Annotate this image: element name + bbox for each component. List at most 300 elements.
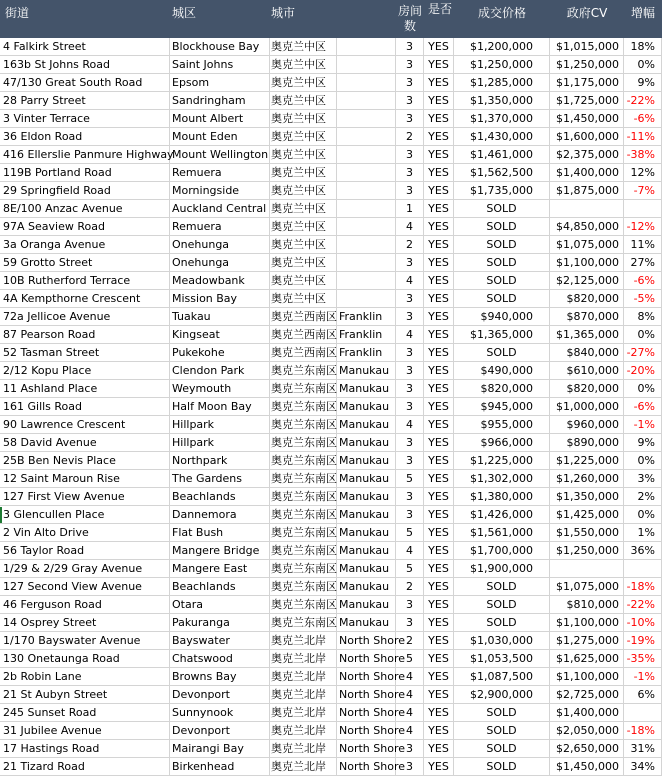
cell-region[interactable]: North Shore bbox=[337, 632, 396, 650]
table-row[interactable] bbox=[0, 92, 662, 110]
cell-bedrooms[interactable]: 3 bbox=[396, 596, 424, 614]
cell-government-cv[interactable] bbox=[550, 200, 624, 218]
cell-bedrooms[interactable]: 3 bbox=[396, 56, 424, 74]
header-suburb[interactable]: 城区 bbox=[172, 6, 197, 20]
cell-increase[interactable]: 31% bbox=[624, 740, 662, 758]
cell-status[interactable]: YES bbox=[424, 56, 454, 74]
cell-sale-price[interactable]: $1,350,000 bbox=[454, 92, 550, 110]
cell-city[interactable]: 奥克兰中区 bbox=[270, 164, 337, 182]
cell-sale-price[interactable]: $1,562,500 bbox=[454, 164, 550, 182]
cell-street[interactable]: 72a Jellicoe Avenue bbox=[0, 308, 170, 326]
cell-increase[interactable]: 0% bbox=[624, 326, 662, 344]
cell-sale-price[interactable]: $945,000 bbox=[454, 398, 550, 416]
cell-street[interactable]: 1/170 Bayswater Avenue bbox=[0, 632, 170, 650]
cell-suburb[interactable]: Kingseat bbox=[170, 326, 270, 344]
cell-status[interactable]: YES bbox=[424, 74, 454, 92]
cell-street[interactable]: 11 Ashland Place bbox=[0, 380, 170, 398]
cell-sale-price[interactable]: $940,000 bbox=[454, 308, 550, 326]
cell-street[interactable]: 4 Falkirk Street bbox=[0, 38, 170, 56]
cell-city[interactable]: 奥克兰北岸 bbox=[270, 650, 337, 668]
table-row[interactable] bbox=[0, 110, 662, 128]
cell-city[interactable]: 奥克兰中区 bbox=[270, 56, 337, 74]
cell-city[interactable]: 奥克兰北岸 bbox=[270, 740, 337, 758]
cell-street[interactable]: 36 Eldon Road bbox=[0, 128, 170, 146]
cell-increase[interactable]: 9% bbox=[624, 434, 662, 452]
table-row[interactable] bbox=[0, 650, 662, 668]
cell-increase[interactable]: -1% bbox=[624, 416, 662, 434]
cell-sale-price[interactable]: SOLD bbox=[454, 218, 550, 236]
cell-sale-price[interactable]: $966,000 bbox=[454, 434, 550, 452]
cell-status[interactable]: YES bbox=[424, 164, 454, 182]
cell-city[interactable]: 奥克兰东南区 bbox=[270, 488, 337, 506]
cell-government-cv[interactable]: $610,000 bbox=[550, 362, 624, 380]
cell-region[interactable] bbox=[337, 236, 396, 254]
cell-city[interactable]: 奥克兰东南区 bbox=[270, 362, 337, 380]
cell-status[interactable]: YES bbox=[424, 740, 454, 758]
cell-increase[interactable]: 9% bbox=[624, 74, 662, 92]
cell-region[interactable] bbox=[337, 182, 396, 200]
cell-status[interactable]: YES bbox=[424, 650, 454, 668]
cell-bedrooms[interactable]: 3 bbox=[396, 344, 424, 362]
cell-street[interactable]: 2/12 Kopu Place bbox=[0, 362, 170, 380]
cell-increase[interactable]: 18% bbox=[624, 38, 662, 56]
table-row[interactable] bbox=[0, 272, 662, 290]
cell-government-cv[interactable]: $1,100,000 bbox=[550, 614, 624, 632]
cell-bedrooms[interactable]: 4 bbox=[396, 704, 424, 722]
cell-status[interactable]: YES bbox=[424, 128, 454, 146]
cell-region[interactable]: Manukau bbox=[337, 434, 396, 452]
cell-city[interactable]: 奥克兰中区 bbox=[270, 218, 337, 236]
cell-sale-price[interactable]: SOLD bbox=[454, 704, 550, 722]
cell-government-cv[interactable]: $810,000 bbox=[550, 596, 624, 614]
cell-suburb[interactable]: Dannemora bbox=[170, 506, 270, 524]
cell-suburb[interactable]: Devonport bbox=[170, 686, 270, 704]
cell-street[interactable]: 21 Tizard Road bbox=[0, 758, 170, 776]
cell-government-cv[interactable]: $4,850,000 bbox=[550, 218, 624, 236]
cell-government-cv[interactable]: $1,250,000 bbox=[550, 542, 624, 560]
cell-region[interactable]: Manukau bbox=[337, 596, 396, 614]
cell-increase[interactable]: 11% bbox=[624, 236, 662, 254]
cell-city[interactable]: 奥克兰东南区 bbox=[270, 542, 337, 560]
cell-city[interactable]: 奥克兰东南区 bbox=[270, 416, 337, 434]
table-row[interactable] bbox=[0, 380, 662, 398]
cell-increase[interactable]: -27% bbox=[624, 344, 662, 362]
cell-increase[interactable]: 27% bbox=[624, 254, 662, 272]
cell-suburb[interactable]: Meadowbank bbox=[170, 272, 270, 290]
cell-increase[interactable]: -1% bbox=[624, 668, 662, 686]
table-row[interactable] bbox=[0, 740, 662, 758]
header-sale-price[interactable]: 成交价格 bbox=[477, 6, 526, 20]
cell-increase[interactable]: 2% bbox=[624, 488, 662, 506]
cell-status[interactable]: YES bbox=[424, 506, 454, 524]
cell-region[interactable]: Manukau bbox=[337, 362, 396, 380]
cell-region[interactable]: North Shore bbox=[337, 758, 396, 776]
cell-sale-price[interactable]: $2,900,000 bbox=[454, 686, 550, 704]
cell-government-cv[interactable]: $820,000 bbox=[550, 380, 624, 398]
table-row[interactable] bbox=[0, 578, 662, 596]
cell-bedrooms[interactable]: 5 bbox=[396, 470, 424, 488]
cell-increase[interactable]: 0% bbox=[624, 56, 662, 74]
cell-sale-price[interactable]: $1,250,000 bbox=[454, 56, 550, 74]
cell-status[interactable]: YES bbox=[424, 524, 454, 542]
cell-street[interactable]: 3 Vinter Terrace bbox=[0, 110, 170, 128]
table-row[interactable] bbox=[0, 128, 662, 146]
cell-city[interactable]: 奥克兰中区 bbox=[270, 146, 337, 164]
cell-city[interactable]: 奥克兰西南区 bbox=[270, 308, 337, 326]
cell-street[interactable]: 17 Hastings Road bbox=[0, 740, 170, 758]
cell-government-cv[interactable]: $2,125,000 bbox=[550, 272, 624, 290]
cell-sale-price[interactable]: SOLD bbox=[454, 290, 550, 308]
table-row[interactable] bbox=[0, 182, 662, 200]
table-row[interactable] bbox=[0, 542, 662, 560]
cell-increase[interactable]: 0% bbox=[624, 380, 662, 398]
cell-sale-price[interactable]: SOLD bbox=[454, 200, 550, 218]
cell-increase[interactable]: 1% bbox=[624, 524, 662, 542]
cell-suburb[interactable]: Mangere Bridge bbox=[170, 542, 270, 560]
cell-region[interactable]: North Shore bbox=[337, 668, 396, 686]
table-row[interactable] bbox=[0, 164, 662, 182]
cell-bedrooms[interactable]: 3 bbox=[396, 398, 424, 416]
cell-city[interactable]: 奥克兰北岸 bbox=[270, 758, 337, 776]
cell-bedrooms[interactable]: 2 bbox=[396, 632, 424, 650]
cell-region[interactable] bbox=[337, 290, 396, 308]
cell-street[interactable]: 12 Saint Maroun Rise bbox=[0, 470, 170, 488]
table-row[interactable] bbox=[0, 524, 662, 542]
cell-city[interactable]: 奥克兰东南区 bbox=[270, 560, 337, 578]
cell-street[interactable]: 56 Taylor Road bbox=[0, 542, 170, 560]
cell-suburb[interactable]: Auckland Central bbox=[170, 200, 270, 218]
cell-government-cv[interactable]: $1,000,000 bbox=[550, 398, 624, 416]
cell-government-cv[interactable]: $2,650,000 bbox=[550, 740, 624, 758]
cell-status[interactable]: YES bbox=[424, 434, 454, 452]
header-street[interactable]: 街道 bbox=[5, 6, 30, 20]
cell-status[interactable]: YES bbox=[424, 290, 454, 308]
table-row[interactable] bbox=[0, 362, 662, 380]
cell-region[interactable]: Manukau bbox=[337, 416, 396, 434]
cell-street[interactable]: 127 First View Avenue bbox=[0, 488, 170, 506]
cell-status[interactable]: YES bbox=[424, 416, 454, 434]
cell-bedrooms[interactable]: 4 bbox=[396, 542, 424, 560]
cell-street[interactable]: 28 Parry Street bbox=[0, 92, 170, 110]
table-row[interactable] bbox=[0, 506, 662, 524]
cell-status[interactable]: YES bbox=[424, 200, 454, 218]
cell-suburb[interactable]: Mangere East bbox=[170, 560, 270, 578]
cell-city[interactable]: 奥克兰东南区 bbox=[270, 524, 337, 542]
cell-street[interactable]: 47/130 Great South Road bbox=[0, 74, 170, 92]
table-row[interactable] bbox=[0, 704, 662, 722]
cell-street[interactable]: 25B Ben Nevis Place bbox=[0, 452, 170, 470]
header-government-cv[interactable]: 政府CV bbox=[566, 6, 608, 20]
cell-sale-price[interactable]: SOLD bbox=[454, 722, 550, 740]
table-row[interactable] bbox=[0, 488, 662, 506]
cell-suburb[interactable]: Birkenhead bbox=[170, 758, 270, 776]
cell-region[interactable] bbox=[337, 92, 396, 110]
cell-government-cv[interactable]: $2,375,000 bbox=[550, 146, 624, 164]
cell-bedrooms[interactable]: 3 bbox=[396, 452, 424, 470]
cell-increase[interactable]: -6% bbox=[624, 398, 662, 416]
cell-bedrooms[interactable]: 1 bbox=[396, 200, 424, 218]
cell-suburb[interactable]: Otara bbox=[170, 596, 270, 614]
cell-suburb[interactable]: Blockhouse Bay bbox=[170, 38, 270, 56]
cell-city[interactable]: 奥克兰中区 bbox=[270, 110, 337, 128]
cell-status[interactable]: YES bbox=[424, 146, 454, 164]
cell-city[interactable]: 奥克兰东南区 bbox=[270, 578, 337, 596]
table-row[interactable] bbox=[0, 74, 662, 92]
cell-bedrooms[interactable]: 3 bbox=[396, 146, 424, 164]
cell-region[interactable]: Manukau bbox=[337, 560, 396, 578]
table-row[interactable] bbox=[0, 326, 662, 344]
cell-status[interactable]: YES bbox=[424, 722, 454, 740]
cell-status[interactable]: YES bbox=[424, 92, 454, 110]
cell-sale-price[interactable]: $955,000 bbox=[454, 416, 550, 434]
cell-status[interactable]: YES bbox=[424, 704, 454, 722]
cell-street[interactable]: 2b Robin Lane bbox=[0, 668, 170, 686]
cell-status[interactable]: YES bbox=[424, 686, 454, 704]
cell-city[interactable]: 奥克兰东南区 bbox=[270, 506, 337, 524]
cell-government-cv[interactable]: $1,600,000 bbox=[550, 128, 624, 146]
cell-street[interactable]: 46 Ferguson Road bbox=[0, 596, 170, 614]
cell-sale-price[interactable]: $820,000 bbox=[454, 380, 550, 398]
table-row[interactable] bbox=[0, 146, 662, 164]
cell-status[interactable]: YES bbox=[424, 560, 454, 578]
cell-region[interactable]: North Shore bbox=[337, 704, 396, 722]
cell-sale-price[interactable]: SOLD bbox=[454, 596, 550, 614]
cell-sale-price[interactable]: SOLD bbox=[454, 758, 550, 776]
cell-bedrooms[interactable]: 4 bbox=[396, 686, 424, 704]
cell-sale-price[interactable]: $1,087,500 bbox=[454, 668, 550, 686]
table-row[interactable] bbox=[0, 308, 662, 326]
cell-suburb[interactable]: The Gardens bbox=[170, 470, 270, 488]
cell-suburb[interactable]: Beachlands bbox=[170, 578, 270, 596]
cell-sale-price[interactable]: SOLD bbox=[454, 272, 550, 290]
cell-bedrooms[interactable]: 4 bbox=[396, 722, 424, 740]
cell-street[interactable]: 59 Grotto Street bbox=[0, 254, 170, 272]
cell-status[interactable]: YES bbox=[424, 362, 454, 380]
cell-region[interactable]: Franklin bbox=[337, 308, 396, 326]
cell-street[interactable]: 4A Kempthorne Crescent bbox=[0, 290, 170, 308]
cell-bedrooms[interactable]: 3 bbox=[396, 254, 424, 272]
cell-increase[interactable]: -7% bbox=[624, 182, 662, 200]
cell-street[interactable]: 87 Pearson Road bbox=[0, 326, 170, 344]
cell-government-cv[interactable]: $1,275,000 bbox=[550, 632, 624, 650]
cell-suburb[interactable]: Weymouth bbox=[170, 380, 270, 398]
table-row[interactable] bbox=[0, 452, 662, 470]
cell-status[interactable]: YES bbox=[424, 470, 454, 488]
cell-status[interactable]: YES bbox=[424, 578, 454, 596]
cell-street[interactable]: 14 Osprey Street bbox=[0, 614, 170, 632]
cell-suburb[interactable]: Saint Johns bbox=[170, 56, 270, 74]
cell-city[interactable]: 奥克兰东南区 bbox=[270, 434, 337, 452]
header-increase[interactable]: 增幅 bbox=[630, 6, 655, 20]
cell-street[interactable]: 127 Second View Avenue bbox=[0, 578, 170, 596]
cell-suburb[interactable]: Morningside bbox=[170, 182, 270, 200]
table-row[interactable] bbox=[0, 254, 662, 272]
cell-suburb[interactable]: Onehunga bbox=[170, 254, 270, 272]
cell-sale-price[interactable]: $1,461,000 bbox=[454, 146, 550, 164]
cell-government-cv[interactable]: $1,725,000 bbox=[550, 92, 624, 110]
cell-increase[interactable]: 34% bbox=[624, 758, 662, 776]
cell-government-cv[interactable]: $1,550,000 bbox=[550, 524, 624, 542]
cell-street[interactable]: 90 Lawrence Crescent bbox=[0, 416, 170, 434]
cell-status[interactable]: YES bbox=[424, 398, 454, 416]
table-row[interactable] bbox=[0, 668, 662, 686]
cell-suburb[interactable]: Mount Wellington bbox=[170, 146, 270, 164]
cell-government-cv[interactable]: $870,000 bbox=[550, 308, 624, 326]
cell-increase[interactable]: -18% bbox=[624, 578, 662, 596]
cell-city[interactable]: 奥克兰北岸 bbox=[270, 668, 337, 686]
cell-city[interactable]: 奥克兰东南区 bbox=[270, 398, 337, 416]
cell-bedrooms[interactable]: 3 bbox=[396, 92, 424, 110]
header-bedrooms[interactable]: 房间数 bbox=[397, 4, 422, 33]
table-row[interactable] bbox=[0, 290, 662, 308]
cell-suburb[interactable]: Clendon Park bbox=[170, 362, 270, 380]
cell-status[interactable]: YES bbox=[424, 308, 454, 326]
cell-bedrooms[interactable]: 5 bbox=[396, 560, 424, 578]
cell-street[interactable]: 21 St Aubyn Street bbox=[0, 686, 170, 704]
table-row[interactable] bbox=[0, 344, 662, 362]
cell-street[interactable]: 3a Oranga Avenue bbox=[0, 236, 170, 254]
cell-bedrooms[interactable]: 3 bbox=[396, 308, 424, 326]
cell-increase[interactable]: -6% bbox=[624, 110, 662, 128]
cell-sale-price[interactable]: $1,225,000 bbox=[454, 452, 550, 470]
cell-government-cv[interactable]: $1,365,000 bbox=[550, 326, 624, 344]
cell-government-cv[interactable]: $1,425,000 bbox=[550, 506, 624, 524]
cell-region[interactable] bbox=[337, 272, 396, 290]
cell-status[interactable]: YES bbox=[424, 758, 454, 776]
cell-suburb[interactable]: Beachlands bbox=[170, 488, 270, 506]
cell-suburb[interactable]: Onehunga bbox=[170, 236, 270, 254]
cell-region[interactable]: Manukau bbox=[337, 578, 396, 596]
cell-region[interactable]: Manukau bbox=[337, 380, 396, 398]
table-row[interactable] bbox=[0, 470, 662, 488]
cell-increase[interactable]: 6% bbox=[624, 686, 662, 704]
cell-status[interactable]: YES bbox=[424, 452, 454, 470]
cell-government-cv[interactable]: $1,015,000 bbox=[550, 38, 624, 56]
cell-sale-price[interactable]: SOLD bbox=[454, 236, 550, 254]
cell-city[interactable]: 奥克兰中区 bbox=[270, 236, 337, 254]
cell-sale-price[interactable]: SOLD bbox=[454, 740, 550, 758]
cell-street[interactable]: 31 Jubilee Avenue bbox=[0, 722, 170, 740]
cell-government-cv[interactable]: $1,175,000 bbox=[550, 74, 624, 92]
cell-sale-price[interactable]: SOLD bbox=[454, 254, 550, 272]
cell-government-cv[interactable]: $1,100,000 bbox=[550, 668, 624, 686]
cell-status[interactable]: YES bbox=[424, 272, 454, 290]
cell-suburb[interactable]: Hillpark bbox=[170, 416, 270, 434]
cell-sale-price[interactable]: SOLD bbox=[454, 614, 550, 632]
cell-increase[interactable]: 12% bbox=[624, 164, 662, 182]
cell-increase[interactable]: -22% bbox=[624, 92, 662, 110]
cell-bedrooms[interactable]: 3 bbox=[396, 434, 424, 452]
cell-sale-price[interactable]: $1,200,000 bbox=[454, 38, 550, 56]
cell-status[interactable]: YES bbox=[424, 380, 454, 398]
cell-region[interactable] bbox=[337, 200, 396, 218]
cell-status[interactable]: YES bbox=[424, 668, 454, 686]
table-row[interactable] bbox=[0, 596, 662, 614]
cell-sale-price[interactable]: SOLD bbox=[454, 578, 550, 596]
cell-bedrooms[interactable]: 2 bbox=[396, 128, 424, 146]
cell-government-cv[interactable]: $1,075,000 bbox=[550, 236, 624, 254]
cell-suburb[interactable]: Browns Bay bbox=[170, 668, 270, 686]
cell-suburb[interactable]: Sandringham bbox=[170, 92, 270, 110]
cell-street[interactable]: 52 Tasman Street bbox=[0, 344, 170, 362]
header-region[interactable] bbox=[337, 0, 396, 38]
cell-government-cv[interactable]: $890,000 bbox=[550, 434, 624, 452]
cell-street[interactable]: 3 Glencullen Place bbox=[0, 506, 170, 524]
cell-suburb[interactable]: Mount Eden bbox=[170, 128, 270, 146]
cell-city[interactable]: 奥克兰中区 bbox=[270, 272, 337, 290]
cell-city[interactable]: 奥克兰中区 bbox=[270, 200, 337, 218]
cell-government-cv[interactable]: $1,400,000 bbox=[550, 164, 624, 182]
cell-bedrooms[interactable]: 3 bbox=[396, 164, 424, 182]
cell-increase[interactable]: 0% bbox=[624, 506, 662, 524]
cell-region[interactable]: Manukau bbox=[337, 614, 396, 632]
header-city[interactable]: 城市 bbox=[271, 6, 296, 20]
cell-government-cv[interactable]: $840,000 bbox=[550, 344, 624, 362]
cell-region[interactable]: Manukau bbox=[337, 452, 396, 470]
cell-suburb[interactable]: Mission Bay bbox=[170, 290, 270, 308]
cell-city[interactable]: 奥克兰中区 bbox=[270, 182, 337, 200]
cell-street[interactable]: 1/29 & 2/29 Gray Avenue bbox=[0, 560, 170, 578]
cell-increase[interactable]: 36% bbox=[624, 542, 662, 560]
cell-region[interactable]: Manukau bbox=[337, 398, 396, 416]
cell-bedrooms[interactable]: 3 bbox=[396, 614, 424, 632]
cell-bedrooms[interactable]: 4 bbox=[396, 416, 424, 434]
cell-increase[interactable]: 0% bbox=[624, 452, 662, 470]
table-row[interactable] bbox=[0, 416, 662, 434]
table-row[interactable] bbox=[0, 200, 662, 218]
cell-bedrooms[interactable]: 3 bbox=[396, 740, 424, 758]
cell-increase[interactable]: -20% bbox=[624, 362, 662, 380]
cell-city[interactable]: 奥克兰中区 bbox=[270, 38, 337, 56]
cell-sale-price[interactable]: $1,700,000 bbox=[454, 542, 550, 560]
cell-status[interactable]: YES bbox=[424, 614, 454, 632]
cell-city[interactable]: 奥克兰西南区 bbox=[270, 326, 337, 344]
cell-city[interactable]: 奥克兰东南区 bbox=[270, 470, 337, 488]
cell-sale-price[interactable]: $1,380,000 bbox=[454, 488, 550, 506]
cell-government-cv[interactable]: $1,450,000 bbox=[550, 758, 624, 776]
cell-city[interactable]: 奥克兰西南区 bbox=[270, 344, 337, 362]
table-row[interactable] bbox=[0, 632, 662, 650]
cell-sale-price[interactable]: $1,285,000 bbox=[454, 74, 550, 92]
cell-region[interactable]: North Shore bbox=[337, 722, 396, 740]
cell-bedrooms[interactable]: 3 bbox=[396, 506, 424, 524]
cell-status[interactable]: YES bbox=[424, 218, 454, 236]
cell-city[interactable]: 奥克兰中区 bbox=[270, 254, 337, 272]
cell-region[interactable]: Franklin bbox=[337, 326, 396, 344]
cell-region[interactable] bbox=[337, 56, 396, 74]
cell-increase[interactable]: -5% bbox=[624, 290, 662, 308]
cell-status[interactable]: YES bbox=[424, 596, 454, 614]
cell-status[interactable]: YES bbox=[424, 326, 454, 344]
cell-suburb[interactable]: Remuera bbox=[170, 164, 270, 182]
cell-government-cv[interactable]: $2,725,000 bbox=[550, 686, 624, 704]
cell-government-cv[interactable]: $1,250,000 bbox=[550, 56, 624, 74]
cell-sale-price[interactable]: $1,365,000 bbox=[454, 326, 550, 344]
cell-suburb[interactable]: Hillpark bbox=[170, 434, 270, 452]
cell-region[interactable]: Manukau bbox=[337, 506, 396, 524]
cell-city[interactable]: 奥克兰北岸 bbox=[270, 632, 337, 650]
cell-region[interactable] bbox=[337, 110, 396, 128]
cell-suburb[interactable]: Northpark bbox=[170, 452, 270, 470]
cell-suburb[interactable]: Sunnynook bbox=[170, 704, 270, 722]
cell-bedrooms[interactable]: 2 bbox=[396, 236, 424, 254]
table-row[interactable] bbox=[0, 236, 662, 254]
cell-street[interactable]: 245 Sunset Road bbox=[0, 704, 170, 722]
cell-bedrooms[interactable]: 3 bbox=[396, 74, 424, 92]
cell-increase[interactable]: -22% bbox=[624, 596, 662, 614]
cell-sale-price[interactable]: $1,370,000 bbox=[454, 110, 550, 128]
cell-bedrooms[interactable]: 3 bbox=[396, 488, 424, 506]
